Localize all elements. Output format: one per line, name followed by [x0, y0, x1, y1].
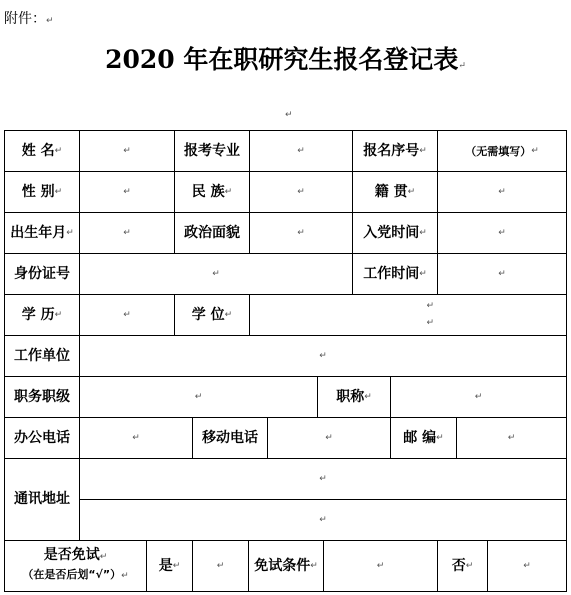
- apply-major-label: 报考专业: [174, 130, 250, 172]
- postcode-label: 邮 编 ↵: [390, 417, 457, 459]
- paragraph-mark: ↵: [285, 110, 293, 120]
- apply-major-value[interactable]: ↵: [249, 130, 353, 172]
- postcode-value[interactable]: ↵: [456, 417, 567, 459]
- exempt-label: 是否免试↵ （在是否后划“√”）↵: [4, 540, 147, 592]
- no-label: 否 ↵: [437, 540, 488, 592]
- political-value[interactable]: ↵: [249, 212, 353, 254]
- ethnicity-label: 民 族 ↵: [174, 171, 250, 213]
- exempt-cond-label: 免试条件 ↵: [248, 540, 324, 592]
- degree-value[interactable]: ↵ ↵: [249, 294, 567, 336]
- education-value[interactable]: ↵: [79, 294, 175, 336]
- position-level-label: 职务职级: [4, 376, 80, 418]
- birth-label: 出生年月 ↵: [4, 212, 80, 254]
- party-time-value[interactable]: ↵: [437, 212, 567, 254]
- work-time-value[interactable]: ↵: [437, 253, 567, 295]
- address-label: 通讯地址: [4, 458, 80, 541]
- attachment-label: 附件：↵: [4, 11, 54, 27]
- id-no-label: 身份证号: [4, 253, 80, 295]
- yes-label: 是 ↵: [146, 540, 193, 592]
- gender-value[interactable]: ↵: [79, 171, 175, 213]
- employer-label: 工作单位: [4, 335, 80, 377]
- mobile-value[interactable]: ↵: [267, 417, 391, 459]
- name-label: 姓 名 ↵: [4, 130, 80, 172]
- title-label: 职称 ↵: [317, 376, 391, 418]
- employer-value[interactable]: ↵: [79, 335, 567, 377]
- yes-check[interactable]: ↵: [192, 540, 249, 592]
- exempt-cond-value[interactable]: ↵: [323, 540, 438, 592]
- address-value-line1[interactable]: ↵: [79, 458, 567, 500]
- political-label: 政治面貌: [174, 212, 250, 254]
- office-phone-label: 办公电话: [4, 417, 80, 459]
- native-place-label: 籍 贯 ↵: [352, 171, 438, 213]
- party-time-label: 入党时间 ↵: [352, 212, 438, 254]
- address-value-line2[interactable]: ↵: [79, 499, 567, 541]
- title-value[interactable]: ↵: [390, 376, 567, 418]
- degree-label: 学 位 ↵: [174, 294, 250, 336]
- work-time-label: 工作时间 ↵: [352, 253, 438, 295]
- reg-no-value: （无需填写） ↵: [437, 130, 567, 172]
- position-level-value[interactable]: ↵: [79, 376, 318, 418]
- mobile-label: 移动电话: [192, 417, 268, 459]
- office-phone-value[interactable]: ↵: [79, 417, 193, 459]
- id-no-value[interactable]: ↵: [79, 253, 353, 295]
- ethnicity-value[interactable]: ↵: [249, 171, 353, 213]
- birth-value[interactable]: ↵: [79, 212, 175, 254]
- native-place-value[interactable]: ↵: [437, 171, 567, 213]
- gender-label: 性 别 ↵: [4, 171, 80, 213]
- form-title: 2020 年在职研究生报名登记表↵: [105, 45, 466, 74]
- education-label: 学 历 ↵: [4, 294, 80, 336]
- name-value[interactable]: ↵: [79, 130, 175, 172]
- no-check[interactable]: ↵: [487, 540, 567, 592]
- reg-no-label: 报名序号 ↵: [352, 130, 438, 172]
